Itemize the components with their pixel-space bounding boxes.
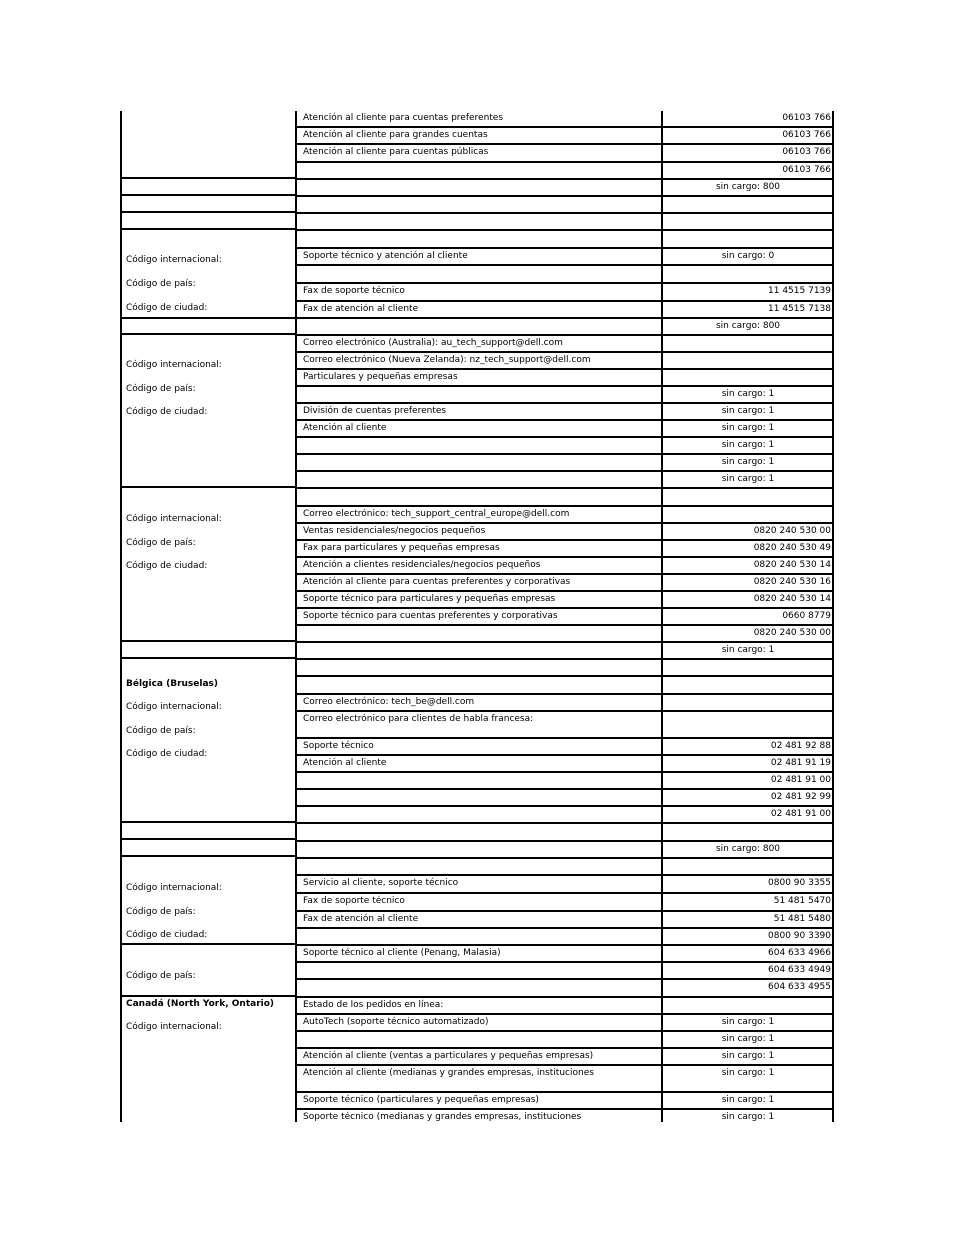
service-label: Soporte técnico (particulares y pequeñas empresas): [303, 1095, 539, 1105]
row-border: [120, 333, 297, 335]
phone-number: 02 481 91 00: [770, 809, 831, 819]
service-label: Particulares y pequeñas empresas: [303, 372, 458, 382]
dialing-code-label: Código de país:: [126, 907, 196, 917]
row-border: [120, 657, 297, 659]
row-border: [295, 754, 834, 756]
row-border: [295, 771, 834, 773]
row-border: [295, 874, 834, 876]
row-border: [295, 539, 834, 541]
service-label: Estado de los pedidos en línea:: [303, 1000, 444, 1010]
column-border: [120, 111, 122, 1122]
toll-free-number: sin cargo: 0: [721, 251, 775, 261]
row-border: [295, 161, 834, 163]
row-border: [295, 590, 834, 592]
row-border: [295, 658, 834, 660]
service-label: Soporte técnico (medianas y grandes empresas, instituciones: [303, 1112, 582, 1122]
toll-free-number: sin cargo: 1: [721, 457, 775, 467]
toll-free-number: sin cargo: 1: [721, 645, 775, 655]
toll-free-number: sin cargo: 800: [715, 844, 781, 854]
toll-free-number: sin cargo: 1: [721, 406, 775, 416]
toll-free-number: sin cargo: 1: [721, 1068, 775, 1078]
dialing-code-label: Código de ciudad:: [126, 561, 208, 571]
dialing-code-label: Código internacional:: [126, 514, 222, 524]
row-border: [295, 419, 834, 421]
toll-free-number: sin cargo: 1: [721, 1112, 775, 1122]
row-border: [295, 351, 834, 353]
service-label: Atención al cliente para cuentas públicas: [303, 147, 489, 157]
row-border: [295, 143, 834, 145]
row-border: [295, 487, 834, 489]
row-border: [295, 556, 834, 558]
row-border: [120, 943, 297, 945]
dialing-code-label: Código internacional:: [126, 360, 222, 370]
phone-number: 604 633 4966: [768, 948, 831, 958]
row-border: [295, 1047, 834, 1049]
row-border: [295, 978, 834, 980]
country-heading: Bélgica (Bruselas): [126, 679, 219, 689]
row-border: [295, 1064, 834, 1066]
row-border: [295, 1108, 834, 1110]
row-border: [295, 675, 834, 677]
phone-number: 11 4515 7139: [768, 286, 831, 296]
row-border: [120, 177, 297, 179]
phone-number: 0800 90 3355: [768, 878, 831, 888]
row-border: [295, 840, 834, 842]
row-border: [120, 821, 297, 823]
service-label: Soporte técnico para particulares y pequeñas empresas: [303, 594, 556, 604]
row-border: [295, 470, 834, 472]
phone-number: 0820 240 530 49: [753, 543, 831, 553]
row-border: [120, 211, 297, 213]
service-label: Fax de soporte técnico: [303, 286, 405, 296]
row-border: [295, 195, 834, 197]
phone-number: 604 633 4955: [768, 982, 831, 992]
row-border: [295, 944, 834, 946]
service-label: Atención al cliente para grandes cuentas: [303, 130, 488, 140]
dialing-code-label: Código de ciudad:: [126, 749, 208, 759]
service-label: Ventas residenciales/negocios pequeños: [303, 526, 486, 536]
service-label: Servicio al cliente, soporte técnico: [303, 878, 459, 888]
service-label: Correo electrónico (Nueva Zelanda): nz_tech_support@dell.com: [303, 355, 591, 365]
row-border: [295, 927, 834, 929]
phone-number: 11 4515 7138: [768, 304, 831, 314]
row-border: [295, 1091, 834, 1093]
row-border: [295, 910, 834, 912]
service-label: Atención al cliente (medianas y grandes empresas, instituciones: [303, 1068, 594, 1078]
row-border: [295, 1030, 834, 1032]
row-border: [120, 995, 297, 997]
phone-number: 51 481 5470: [773, 896, 831, 906]
row-border: [295, 1013, 834, 1015]
service-label: Soporte técnico para cuentas preferentes y corporativas: [303, 611, 558, 621]
row-border: [295, 641, 834, 643]
row-border: [295, 693, 834, 695]
dialing-code-label: Código internacional:: [126, 255, 222, 265]
toll-free-number: sin cargo: 1: [721, 440, 775, 450]
phone-number: 06103 766: [782, 130, 831, 140]
row-border: [295, 178, 834, 180]
service-label: Atención al cliente (ventas a particulares y pequeñas empresas): [303, 1051, 594, 1061]
phone-number: 0820 240 530 16: [753, 577, 831, 587]
dialing-code-label: Código de país:: [126, 971, 196, 981]
row-border: [120, 486, 297, 488]
service-label: Atención al cliente: [303, 758, 387, 768]
phone-number: 0820 240 530 14: [753, 594, 831, 604]
phone-number: 02 481 92 99: [770, 792, 831, 802]
row-border: [295, 961, 834, 963]
phone-number: 06103 766: [782, 147, 831, 157]
toll-free-number: sin cargo: 1: [721, 1034, 775, 1044]
row-border: [295, 300, 834, 302]
service-label: AutoTech (soporte técnico automatizado): [303, 1017, 489, 1027]
service-label: Correo electrónico: tech_support_central_europe@dell.com: [303, 509, 570, 519]
row-border: [295, 788, 834, 790]
toll-free-number: sin cargo: 1: [721, 1095, 775, 1105]
dialing-code-label: Código de país:: [126, 279, 196, 289]
row-border: [295, 368, 834, 370]
phone-number: 604 633 4949: [768, 965, 831, 975]
dialing-code-label: Código de país:: [126, 384, 196, 394]
row-border: [295, 522, 834, 524]
dialing-code-label: Código internacional:: [126, 883, 222, 893]
phone-number: 06103 766: [782, 165, 831, 175]
phone-number: 02 481 91 19: [770, 758, 831, 768]
phone-number: 0660 8779: [782, 611, 831, 621]
row-border: [120, 317, 297, 319]
toll-free-number: sin cargo: 800: [715, 321, 781, 331]
row-border: [295, 229, 834, 231]
row-border: [295, 892, 834, 894]
row-border: [120, 194, 297, 196]
row-border: [295, 334, 834, 336]
row-border: [295, 436, 834, 438]
row-border: [295, 126, 834, 128]
service-label: Correo electrónico (Australia): au_tech_support@dell.com: [303, 338, 563, 348]
toll-free-number: sin cargo: 1: [721, 389, 775, 399]
toll-free-number: sin cargo: 1: [721, 474, 775, 484]
row-border: [295, 857, 834, 859]
phone-number: 0820 240 530 00: [753, 526, 831, 536]
column-border: [832, 111, 834, 1122]
service-label: Correo electrónico para clientes de habla francesa:: [303, 714, 534, 724]
toll-free-number: sin cargo: 1: [721, 423, 775, 433]
phone-number: 0820 240 530 00: [753, 628, 831, 638]
service-label: Soporte técnico al cliente (Penang, Malasia): [303, 948, 501, 958]
service-label: Fax de atención al cliente: [303, 304, 419, 314]
row-border: [295, 607, 834, 609]
service-label: Fax de soporte técnico: [303, 896, 405, 906]
service-label: División de cuentas preferentes: [303, 406, 447, 416]
toll-free-number: sin cargo: 1: [721, 1017, 775, 1027]
row-border: [120, 855, 297, 857]
phone-number: 02 481 92 88: [770, 741, 831, 751]
dialing-code-label: Código de ciudad:: [126, 407, 208, 417]
dialing-code-label: Código de país:: [126, 726, 196, 736]
service-label: Soporte técnico: [303, 741, 374, 751]
dialing-code-label: Código de país:: [126, 538, 196, 548]
row-border: [295, 282, 834, 284]
row-border: [120, 838, 297, 840]
phone-number: 06103 766: [782, 113, 831, 123]
column-border: [661, 111, 663, 1122]
country-heading: Canadá (North York, Ontario): [126, 999, 275, 1009]
service-label: Atención al cliente para cuentas preferentes: [303, 113, 504, 123]
dialing-code-label: Código de ciudad:: [126, 303, 208, 313]
row-border: [295, 453, 834, 455]
row-border: [295, 264, 834, 266]
service-label: Atención a clientes residenciales/negocios pequeños: [303, 560, 541, 570]
phone-number: 0800 90 3390: [768, 931, 831, 941]
column-border: [295, 111, 297, 1122]
row-border: [295, 996, 834, 998]
service-label: Fax para particulares y pequeñas empresas: [303, 543, 500, 553]
row-border: [295, 505, 834, 507]
phone-number: 51 481 5480: [773, 914, 831, 924]
row-border: [295, 402, 834, 404]
service-label: Fax de atención al cliente: [303, 914, 419, 924]
row-border: [295, 247, 834, 249]
phone-number: 0820 240 530 14: [753, 560, 831, 570]
row-border: [295, 710, 834, 712]
row-border: [295, 385, 834, 387]
row-border: [295, 822, 834, 824]
dialing-code-label: Código internacional:: [126, 702, 222, 712]
service-label: Soporte técnico y atención al cliente: [303, 251, 468, 261]
row-border: [295, 737, 834, 739]
dialing-code-label: Código de ciudad:: [126, 930, 208, 940]
row-border: [295, 212, 834, 214]
service-label: Atención al cliente: [303, 423, 387, 433]
row-border: [295, 573, 834, 575]
row-border: [120, 228, 297, 230]
row-border: [295, 805, 834, 807]
phone-number: 02 481 91 00: [770, 775, 831, 785]
toll-free-number: sin cargo: 800: [715, 182, 781, 192]
service-label: Atención al cliente para cuentas preferentes y corporativas: [303, 577, 571, 587]
service-label: Correo electrónico: tech_be@dell.com: [303, 697, 475, 707]
row-border: [295, 317, 834, 319]
toll-free-number: sin cargo: 1: [721, 1051, 775, 1061]
dialing-code-label: Código internacional:: [126, 1022, 222, 1032]
row-border: [295, 624, 834, 626]
row-border: [120, 640, 297, 642]
